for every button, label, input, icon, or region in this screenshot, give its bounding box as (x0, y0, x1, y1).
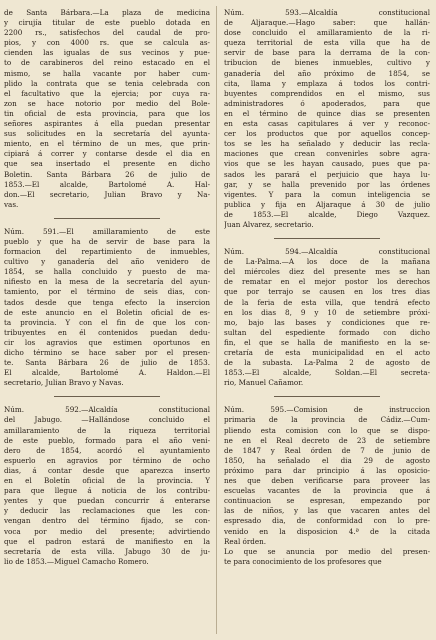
text-line: queza territorial de esta villa que ha de (224, 38, 430, 48)
text-line: cienden las igualas de sus vecinos y pue- (4, 48, 210, 58)
text-line: escuelas vacantes de la provincia que á (224, 486, 430, 496)
text-line: vigentes. Y para la comun inteligencia se (224, 189, 430, 199)
text-line: tamiento, por el término de seis dias, con- (4, 287, 210, 297)
text-line: servir de base para la derrama de la con- (224, 48, 430, 58)
text-line: 1850, ha señalado el dia 29 de agosto (224, 455, 430, 465)
text-line: pliendo esta comision con lo que se dispo- (224, 425, 430, 435)
text-line: dose concluido el amillaramiento de la ri- (224, 28, 430, 38)
text-line: sados les parará el perjuicio que haya lu- (224, 169, 430, 179)
text-line: Lo que se anuncia por medio del presen- (224, 546, 430, 556)
text-line: zon se hace notorio por medio del Bole- (4, 98, 210, 108)
text-line: Real órden. (224, 536, 267, 546)
text-line: del miércoles diez del presente mes se han (224, 267, 430, 277)
text-line: de Santa Bárbara.—La plaza de medicina (4, 8, 210, 17)
text-line: de este pueblo, formado para el año veni- (4, 435, 210, 445)
notice-sb (4, 8, 210, 210)
text-line: mismo, se halla vacante por haber cum- (4, 68, 210, 78)
text-line: tribuyentes en él contenidos puedan dedu- (4, 327, 210, 337)
text-line: formacion del repartimiento de inmuebles, (4, 247, 210, 257)
text-line: para que llegue á noticia de los contribu- (4, 486, 210, 496)
text-line: Núm. 591.—El amillaramiento de este (4, 226, 210, 236)
text-line: que sea insertado el presente en dicho (4, 159, 210, 169)
text-line: nifiesto en la mesa de la secretaría del ayun- (4, 277, 210, 287)
text-line: sus solicitudes en la secretaría del ayunta- (4, 129, 210, 139)
text-line: cer los productos que por aquellos concep- (224, 129, 430, 139)
column-divider (216, 6, 217, 634)
text-line: Núm. 593.—Alcaldía constitucional (224, 8, 430, 17)
text-line: to de carabineros del reino estacado en el (4, 58, 210, 68)
text-line: cipiará á correr y contarse desde el dia en (4, 149, 210, 159)
text-line: tos se les ha señalado y deducir las recla- (224, 139, 430, 149)
text-line: continuacion se espresan, empezando por (224, 496, 430, 506)
notice-n592 (4, 405, 210, 567)
text-line: buyentes comprendidos en el mismo, sus (224, 88, 430, 98)
text-line: mo, bajo las bases y condiciones que re- (224, 317, 430, 327)
text-line: en el término de quince dias se presenten (224, 108, 430, 118)
text-line: señores aspirantes á ella puedan presentar (4, 119, 210, 129)
text-line: y deducir las reclamaciones que les con- (4, 506, 210, 516)
text-line: y cirujía titular de este pueblo dotada en (4, 18, 210, 28)
text-line: próximo para dar principio á las oposicio- (224, 465, 430, 475)
text-line: lio de 1853.—Miguel Camacho Romero. (4, 556, 149, 566)
text-line: 2200 rs., satisfechos del caudal de pro- (4, 28, 210, 38)
text-line: vengan dentro del término fijado, se con- (4, 516, 210, 526)
text-line: tados desde que tenga efecto la insercion (4, 297, 210, 307)
text-line: maciones que crean convenirles sobre agra- (224, 149, 430, 159)
text-line: el facultativo que la ejercia; por cuya ra- (4, 88, 210, 98)
left-column (4, 8, 210, 573)
text-line: don.—El secretario, Julian Bravo y Na- (4, 189, 210, 199)
text-line: fin, el que se halla de manifiesto en la se- (224, 337, 430, 347)
text-line: gar, y se halla prevenido por las órdenes (224, 179, 430, 189)
text-line: venido en la disposicion 4.ª de la citada (224, 526, 430, 536)
text-line: publica y fija en Aljaraque á 30 de julio (224, 199, 430, 209)
text-line: nes que deben verificarse para proveer las (224, 476, 430, 486)
text-line: Núm. 594.—Alcaldía constitucional (224, 247, 430, 257)
text-line: dero de 1854, acordó el ayuntamiento (4, 445, 210, 455)
text-line: en los dias 8, 9 y 10 de setiembre próxi- (224, 307, 430, 317)
text-line: 1853.—El alcalde, Bartolomé A. Hal- (4, 179, 210, 189)
notice-n593 (224, 8, 430, 230)
text-line: en el Boletín oficial de la provincia. Y (4, 476, 210, 486)
text-line: de rematar en el mejor postor los derechos (224, 277, 430, 287)
notice-n591 (4, 227, 210, 389)
text-line: tin oficial de esta provincia, para que los (4, 108, 210, 118)
text-line: rio, Manuel Cañamor. (224, 378, 304, 388)
text-line: yentes y que puedan concurrir á enterarse (4, 496, 210, 506)
text-line: amillaramiento de la riqueza territorial (4, 425, 210, 435)
text-line: 1854, se halla concluido y puesto de ma- (4, 267, 210, 277)
text-line: de 1847 y Real órden de 7 de junio de (224, 445, 430, 455)
text-line: dias, á contar desde que aparezca inserto (4, 465, 210, 475)
text-line: espuerlo en agravios por término de ocho (4, 455, 210, 465)
text-line: miento, en el término de un mes, que prin- (4, 139, 210, 149)
text-line: administradores ó apoderados, para que (224, 98, 430, 108)
text-line: de Aljaraque.—Hago saber: que hallán- (224, 18, 430, 28)
text-line: tribucion de bienes inmuebles, cultivo y (224, 58, 430, 68)
text-line: ta provincia. Y con el fin de que los con- (4, 317, 210, 327)
text-line: Boletin. Santa Bárbara 26 de julio de (4, 169, 210, 179)
text-line: cita, llama y emplaza á todos los contri- (224, 78, 430, 88)
text-line: de este anuncio en el Boletin oficial de es- (4, 307, 210, 317)
text-line: de la feria de esta villa, que tendrá efecto (224, 297, 430, 307)
text-line: espresado dia, de conformidad con lo pre- (224, 516, 430, 526)
text-line: dicho término se hace saber por el presen- (4, 348, 210, 357)
text-line: de la subasta. La-Palma 2 de agosto de (224, 358, 430, 368)
text-line: en esta casas capitulares á ver y reconoc- (224, 119, 430, 129)
text-line: Núm. 595.—Comision de instruccion (224, 405, 430, 415)
text-line: El alcalde, Bartolomé A. Haldon.—El (4, 368, 210, 378)
section-rule (274, 238, 380, 239)
section-rule (54, 218, 160, 219)
section-rule (54, 396, 160, 397)
text-line: ne en el Real decreto de 23 de setiembre (224, 435, 430, 445)
text-line: Juan Alvarez, secretario. (224, 219, 314, 229)
text-line: las de niños, y las que vacaren antes del (224, 506, 430, 516)
text-line: ganadería del año próximo de 1854, se (224, 68, 430, 78)
text-line: de La-Palma.—A los doce de la mañana (224, 257, 430, 267)
text-line: que por terrajo se causen en los tres dias (224, 287, 430, 297)
right-column (224, 8, 430, 573)
section-rule (274, 396, 380, 397)
notice-n595 (224, 405, 430, 567)
text-line: 1853.—El alcalde, Soldan.—El secreta- (224, 368, 430, 378)
text-line: plido la contrata que se tenia celebrada con (4, 78, 210, 88)
text-line: primaria de la provincia de Cádiz.—Cum- (224, 415, 430, 425)
text-line: pios, y con 4000 rs. que se calcula as- (4, 38, 210, 48)
text-line: sultan del espediente formado con dicho (224, 327, 430, 337)
text-line: voca por medio del presente; advirtiendo (4, 526, 210, 536)
text-line: te. Santa Bárbara 26 de julio de 1853. (4, 358, 210, 368)
text-line: de 1853.—El alcalde, Diego Vazquez. (224, 209, 430, 219)
text-line: del Jabugo. —Hallándose concluido el (4, 415, 210, 425)
text-line: cultivo y ganadería del año venidero de (4, 257, 210, 267)
text-line: pueblo y que ha de servir de base para la (4, 236, 210, 246)
text-line: Núm. 592.—Alcaldía constitucional (4, 405, 210, 415)
text-line: cir los agravios que estimen oportunos en (4, 337, 210, 347)
text-line: te para conocimiento de los profesores que (224, 556, 382, 566)
text-line: que el padron estará de manifiesto en la (4, 536, 210, 546)
text-line: secretaría de esta villa. Jabugo 30 de ju- (4, 546, 210, 556)
text-line: vios que se les hayan causado, pues que pa- (224, 159, 430, 169)
notice-n594 (224, 247, 430, 388)
text-line: cretaría de esta municipalidad en el acto (224, 348, 430, 357)
text-line: vas. (4, 199, 19, 209)
text-line: secretario, Julian Bravo y Navas. (4, 378, 124, 388)
